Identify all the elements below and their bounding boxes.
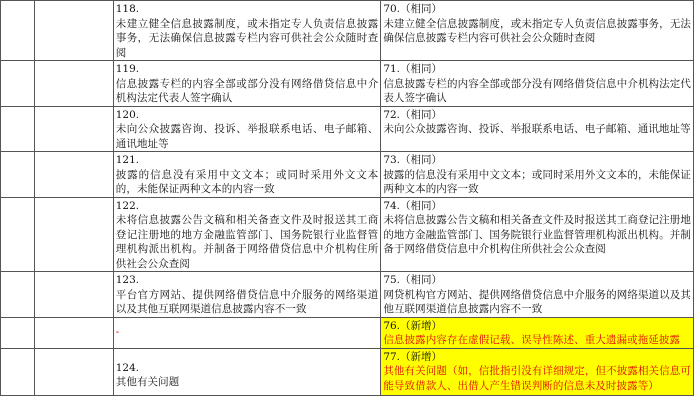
new-clause-number: 70.（相同） <box>383 3 443 15</box>
blank-cell <box>1 106 35 152</box>
new-clause-cell-highlighted <box>381 317 694 348</box>
blank-cell <box>34 317 113 348</box>
blank-cell <box>1 348 35 395</box>
new-clause-cell <box>381 152 694 198</box>
blank-cell <box>34 152 113 198</box>
old-clause-cell <box>113 61 381 107</box>
table-row <box>1 197 694 272</box>
blank-cell <box>1 272 35 318</box>
new-clause-cell <box>381 61 694 107</box>
old-clause-cell-empty <box>113 317 381 348</box>
old-clause-number: 124. <box>115 361 140 374</box>
old-clause-number: 118. <box>115 3 140 15</box>
old-clause-cell <box>113 272 381 318</box>
old-clause-number: 119. <box>115 63 140 75</box>
old-clause-text: 披露的信息没有采用中文文本；或同时采用外文文本的，未能保证两种文本的内容一致 <box>115 168 379 195</box>
new-clause-number: 77.（新增） <box>383 350 443 363</box>
new-clause-number: 75.（相同） <box>383 274 443 286</box>
table-row <box>1 1 694 61</box>
empty-marker: - <box>115 327 120 339</box>
table-row <box>1 106 694 152</box>
new-clause-cell <box>381 272 694 318</box>
old-clause-text: 平台官方网站、提供网络借贷信息中介服务的网络渠道以及其他互联网渠道信息披露内容不一致 <box>115 288 379 315</box>
old-clause-cell <box>113 1 381 61</box>
blank-cell <box>34 272 113 318</box>
table-row <box>1 272 694 318</box>
new-clause-text: 未向公众披露咨询、投诉、举报联系电话、电子邮箱、通讯地址等 <box>383 123 691 135</box>
old-clause-cell <box>113 106 381 152</box>
blank-cell <box>1 317 35 348</box>
blank-cell <box>34 1 113 61</box>
new-clause-text: 披露的信息没有采用中文文本；或同时采用外文文本的，未能保证两种文本的内容一致 <box>383 168 691 195</box>
blank-cell <box>34 106 113 152</box>
new-clause-text: 网贷机构官方网站、提供网络借贷信息中介服务的网络渠道以及其他互联网渠道信息披露内容不一致 <box>383 288 691 315</box>
old-clause-cell <box>113 197 381 272</box>
blank-cell <box>1 197 35 272</box>
blank-cell <box>34 348 113 395</box>
new-clause-cell <box>381 106 694 152</box>
new-clause-text: 未建立健全信息披露制度，或未指定专人负责信息披露事务，无法确保信息披露专栏内容可供社会公众随时查阅 <box>383 17 691 44</box>
new-clause-number: 73.（相同） <box>383 154 443 166</box>
new-clause-text: 未将信息披露公告文稿和相关备查文件及时报送其工商登记注册地的地方金融监管部门、国务院银行业监督管理机构派出机构。并制备于网络借贷信息中介机构住所供社会公众查阅 <box>383 214 691 255</box>
blank-cell <box>1 152 35 198</box>
new-clause-text: 信息披露专栏的内容全部或部分没有网络借贷信息中介机构法定代表人签字确认 <box>383 77 691 104</box>
old-clause-number: 120. <box>115 108 140 121</box>
new-clause-number: 71.（相同） <box>383 63 443 75</box>
table-row <box>1 348 694 395</box>
table-row <box>1 317 694 348</box>
old-clause-text: 其他有关问题 <box>115 376 180 388</box>
new-clause-number: 72.（相同） <box>383 108 443 121</box>
old-clause-number: 121. <box>115 154 140 166</box>
new-clause-number: 74.（相同） <box>383 199 443 212</box>
blank-cell <box>1 61 35 107</box>
new-clause-text: 信息披露内容存在虚假记载、误导性陈述、重大遗漏或拖延披露 <box>383 334 681 346</box>
new-clause-cell-highlighted <box>381 348 694 395</box>
blank-cell <box>34 61 113 107</box>
table-row <box>1 152 694 198</box>
new-clause-text: 其他有关问题（如，信批指引没有详细规定，但不披露相关信息可能导致借款人、出借人产生错误判断的信息未及时披露等） <box>383 365 691 392</box>
blank-cell <box>1 1 35 61</box>
new-clause-number: 76.（新增） <box>383 319 443 332</box>
old-clause-number: 123. <box>115 274 140 286</box>
old-clause-text: 信息披露专栏的内容全部或部分没有网络借贷信息中介机构法定代表人签字确认 <box>115 77 379 104</box>
old-clause-cell <box>113 152 381 198</box>
old-clause-text: 未建立健全信息披露制度，或未指定专人负责信息披露事务，无法确保信息披露专栏内容可供社会公众随时查阅 <box>115 17 379 59</box>
old-clause-text: 未向公众披露咨询、投诉、举报联系电话、电子邮箱、通讯地址等 <box>115 123 379 150</box>
new-clause-cell <box>381 1 694 61</box>
old-clause-number: 122. <box>115 199 140 212</box>
new-clause-cell <box>381 197 694 272</box>
blank-cell <box>34 197 113 272</box>
old-clause-text: 未将信息披露公告文稿和相关备查文件及时报送其工商登记注册地的地方金融监管部门、国务院银行业监督管理机构派出机构。并制备于网络借贷信息中介机构住所供社会公众查阅 <box>115 214 379 270</box>
table-row <box>1 61 694 107</box>
old-clause-cell <box>113 348 381 395</box>
